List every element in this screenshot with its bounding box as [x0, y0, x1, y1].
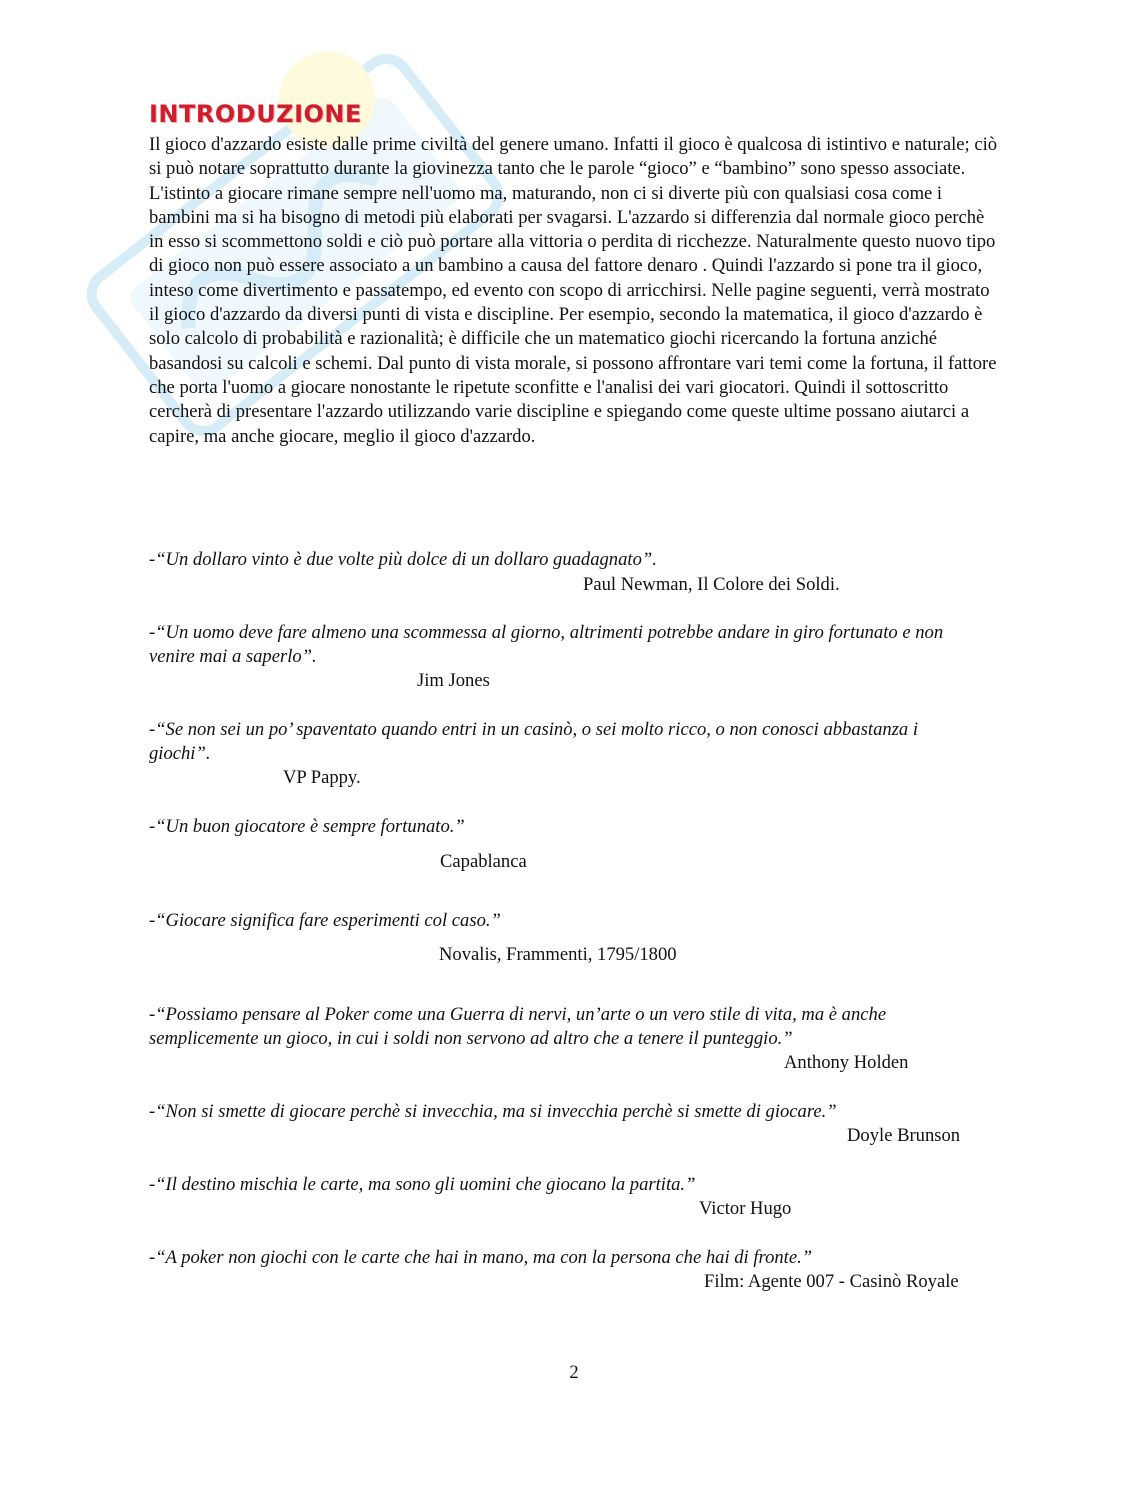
quote-4 [149, 815, 999, 839]
quote-author: Film: Agente 007 - Casinò Royale [704, 1271, 959, 1292]
quote-author: Capablanca [440, 851, 527, 872]
quote-text: “Giocare significa fare esperimenti col caso.” [155, 910, 501, 931]
quote-dash: - [149, 910, 156, 931]
quote-text: “Un dollaro vinto è due volte più dolce di un dollaro guadagnato”. [155, 549, 657, 570]
quote-author: Paul Newman, Il Colore dei Soldi. [583, 574, 840, 595]
quote-dash: - [149, 1174, 156, 1195]
quote-author: Jim Jones [417, 670, 490, 691]
quote-dash: - [149, 719, 156, 740]
quote-dash: - [149, 1247, 156, 1268]
quote-text: “Non si smette di giocare perchè si invecchia, ma si invecchia perchè si smette di giocare.” [155, 1101, 837, 1122]
quote-text: “Un buon giocatore è sempre fortunato.” [155, 816, 465, 837]
intro-paragraph: Il gioco d'azzardo esiste dalle prime civiltà del genere umano. Infatti il gioco è qualcosa di istintivo e naturale; ciò si può notare soprattutto durante la giovinezza tanto che le parole “gioco” e “bambino” sono spesso associate. L'istinto a giocare rimane sempre nell'uomo ma, maturando, non ci si diverte più con qualsiasi cosa come i bambini ma si ha bisogno di metodi più elaborati per svagarsi. L'azzardo si differenzia dal normale gioco perchè in esso si scommettono soldi e ciò può portare alla vittoria o perdita di ricchezze. Naturalmente questo nuovo tipo di gioco non può essere associato a un bambino a causa del fattore denaro . Quindi l'azzardo si pone tra il gioco, inteso come divertimento e passatempo, ed evento con scopo di arricchirsi. Nelle pagine seguenti, verrà mostrato il gioco d'azzardo da diversi punti di vista e discipline. Per esempio, secondo la matematica, il gioco d'azzardo è solo calcolo di probabilità e razionalità; è difficile che un matematico giochi ricercando la fortuna anziché basandosi su calcoli e schemi. Dal punto di vista morale, si possono affrontare vari temi come la fortuna, il fattore che porta l'uomo a giocare nonostante le ripetute sconfitte e l'analisi dei vari giocatori. Quindi il sottoscritto cercherà di presentare l'azzardo utilizzando varie discipline e spiegando come queste ultime possano aiutarci a capire, ma anche giocare, meglio il gioco d'azzardo. [149, 134, 998, 447]
quote-7 [149, 1100, 999, 1124]
quote-3 [149, 718, 949, 766]
quote-dash: - [149, 549, 156, 570]
quote-text: “Un uomo deve fare almeno una scommessa al giorno, altrimenti potrebbe andare in giro fortunato e non venire mai a saperlo”. [149, 622, 944, 667]
quote-dash: - [149, 622, 156, 643]
quote-author: Doyle Brunson [847, 1125, 961, 1146]
quote-dash: - [149, 1101, 156, 1122]
quote-text: “Se non sei un po’ spaventato quando entri in un casinò, o sei molto ricco, o non conosci abbastanza i giochi”. [149, 719, 919, 764]
quote-8 [149, 1173, 999, 1197]
quote-2 [149, 621, 949, 669]
page-number: 2 [569, 1362, 579, 1383]
quote-dash: - [149, 816, 156, 837]
quote-author: VP Pappy. [283, 767, 361, 788]
quote-author: Anthony Holden [784, 1052, 909, 1073]
quote-author: Novalis, Frammenti, 1795/1800 [439, 944, 677, 965]
quote-author: Victor Hugo [699, 1198, 792, 1219]
quote-text: “Possiamo pensare al Poker come una Guerra di nervi, un’arte o un vero stile di vita, ma è anche semplicemente un gioco, in cui i soldi non servono ad altro che a tenere il punteggio.” [149, 1004, 887, 1049]
quote-dash: - [149, 1004, 156, 1025]
page-title: INTRODUZIONE [149, 100, 362, 128]
quote-1 [149, 548, 999, 572]
quote-6 [149, 1003, 999, 1051]
quote-9 [149, 1246, 999, 1270]
quote-text: “Il destino mischia le carte, ma sono gli uomini che giocano la partita.” [155, 1174, 696, 1195]
quote-5 [149, 909, 999, 933]
quote-text: “A poker non giochi con le carte che hai in mano, ma con la persona che hai di fronte.” [155, 1247, 813, 1268]
